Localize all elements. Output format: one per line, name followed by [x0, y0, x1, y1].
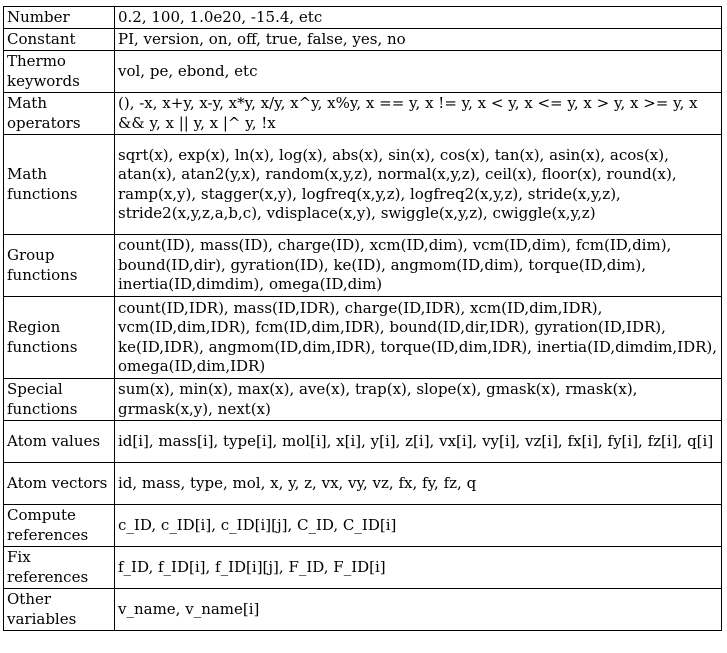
row-label: Constant [4, 29, 115, 51]
table-row-group-functions [4, 235, 722, 297]
row-label: Region functions [4, 297, 115, 379]
row-value: PI, version, on, off, true, false, yes, no [115, 29, 722, 51]
row-value: c_ID, c_ID[i], c_ID[i][j], C_ID, C_ID[i] [115, 505, 722, 547]
table-row-math-operators [4, 93, 722, 135]
row-label: Thermo keywords [4, 51, 115, 93]
row-value: vol, pe, ebond, etc [115, 51, 722, 93]
table-row-fix-references [4, 547, 722, 589]
row-label: Math operators [4, 93, 115, 135]
table-row-compute-references [4, 505, 722, 547]
table-row-other-variables [4, 589, 722, 631]
row-value: v_name, v_name[i] [115, 589, 722, 631]
row-label: Math functions [4, 135, 115, 235]
row-label: Fix references [4, 547, 115, 589]
table-row-atom-values [4, 421, 722, 463]
row-label: Atom vectors [4, 463, 115, 505]
row-label: Special functions [4, 379, 115, 421]
row-label: Group functions [4, 235, 115, 297]
row-label: Number [4, 7, 115, 29]
row-value: (), -x, x+y, x-y, x*y, x/y, x^y, x%y, x == y, x != y, x < y, x <= y, x > y, x >= y, x && y, x || y, x |^ y, !x [115, 93, 722, 135]
row-value: id, mass, type, mol, x, y, z, vx, vy, vz, fx, fy, fz, q [115, 463, 722, 505]
table-row-math-functions [4, 135, 722, 235]
variable-syntax-table [3, 6, 722, 631]
row-label: Atom values [4, 421, 115, 463]
table-row-special-functions [4, 379, 722, 421]
row-value: count(ID,IDR), mass(ID,IDR), charge(ID,IDR), xcm(ID,dim,IDR), vcm(ID,dim,IDR), fcm(ID,dim,IDR), bound(ID,dir,IDR), gyration(ID,IDR), ke(ID,IDR), angmom(ID,dim,IDR), torque(ID,dim,IDR), inertia(ID,dimdim,IDR), omega(ID,dim,IDR) [115, 297, 722, 379]
row-label: Compute references [4, 505, 115, 547]
row-value: sum(x), min(x), max(x), ave(x), trap(x), slope(x), gmask(x), rmask(x), grmask(x,y), next(x) [115, 379, 722, 421]
table-row-thermo-keywords [4, 51, 722, 93]
table-row-atom-vectors [4, 463, 722, 505]
row-value: id[i], mass[i], type[i], mol[i], x[i], y[i], z[i], vx[i], vy[i], vz[i], fx[i], fy[i], fz[i], q[i] [115, 421, 722, 463]
row-value: 0.2, 100, 1.0e20, -15.4, etc [115, 7, 722, 29]
table-row-region-functions [4, 297, 722, 379]
row-value: f_ID, f_ID[i], f_ID[i][j], F_ID, F_ID[i] [115, 547, 722, 589]
row-value: sqrt(x), exp(x), ln(x), log(x), abs(x), sin(x), cos(x), tan(x), asin(x), acos(x), atan(x), atan2(y,x), random(x,y,z), normal(x,y,z), ceil(x), floor(x), round(x), ramp(x,y), stagger(x,y), logfreq(x,y,z), logfreq2(x,y,z), stride(x,y,z), stride2(x,y,z,a,b,c), vdisplace(x,y), swiggle(x,y,z), cwiggle(x,y,z) [115, 135, 722, 235]
row-value: count(ID), mass(ID), charge(ID), xcm(ID,dim), vcm(ID,dim), fcm(ID,dim), bound(ID,dir), gyration(ID), ke(ID), angmom(ID,dim), torque(ID,dim), inertia(ID,dimdim), omega(ID,dim) [115, 235, 722, 297]
table-row-constant [4, 29, 722, 51]
row-label: Other variables [4, 589, 115, 631]
table-row-number [4, 7, 722, 29]
